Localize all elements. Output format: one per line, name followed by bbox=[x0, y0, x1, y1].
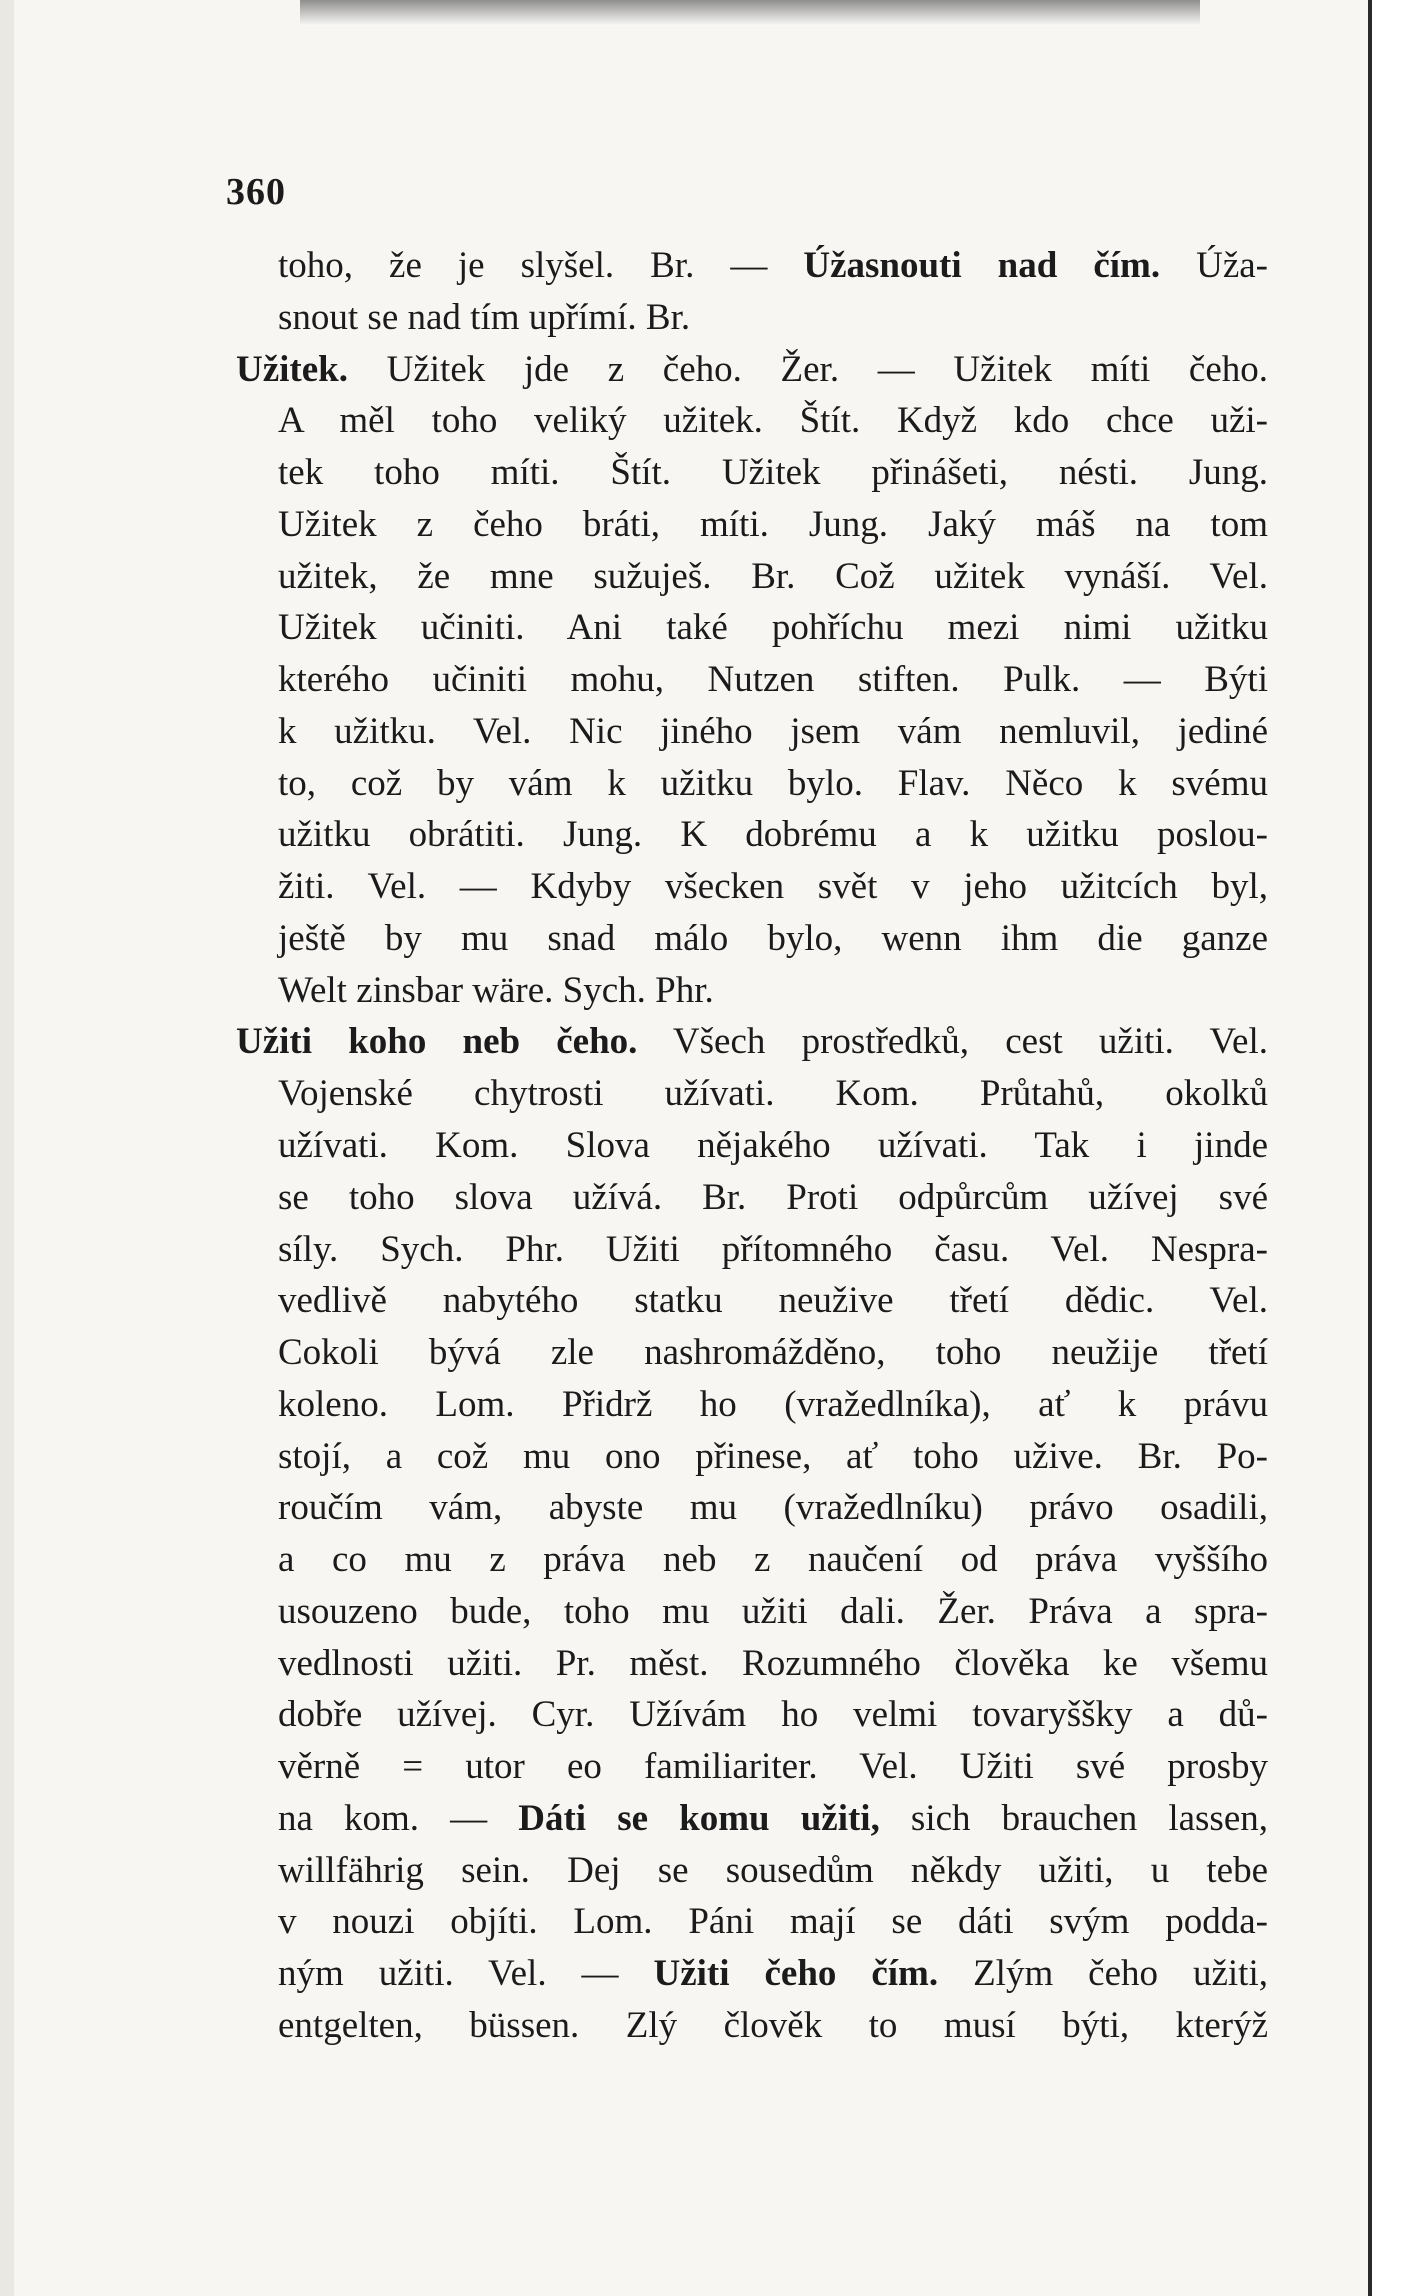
text-line bbox=[278, 292, 1268, 344]
text-line bbox=[278, 240, 1268, 292]
text-line bbox=[278, 447, 1268, 499]
text-run: dobře užívej. Cyr. Užívám ho velmi tovaryššky a dů- bbox=[278, 1694, 1268, 1736]
text-line bbox=[278, 551, 1268, 603]
text-line bbox=[278, 809, 1268, 861]
text-line bbox=[278, 965, 1268, 1017]
text-line bbox=[236, 344, 1268, 396]
text-line bbox=[278, 2000, 1268, 2052]
text-line bbox=[278, 1586, 1268, 1638]
text-run: ještě by mu snad málo bylo, wenn ihm die ganze bbox=[278, 917, 1268, 959]
text-line bbox=[278, 1379, 1268, 1431]
text-run: v nouzi objíti. Lom. Páni mají se dáti svým podda- bbox=[278, 1901, 1268, 1943]
headword: Užitek. bbox=[236, 348, 348, 390]
headword: Dáti se komu užiti, bbox=[518, 1797, 880, 1839]
headword: Užiti koho neb čeho. bbox=[236, 1021, 638, 1063]
text-run: vedlnosti užiti. Pr. měst. Rozumného člověka ke všemu bbox=[278, 1642, 1268, 1684]
text-run: užitek, že mne sužuješ. Br. Což užitek vynáší. Vel. bbox=[278, 555, 1268, 597]
text-run: Welt zinsbar wäre. Sych. Phr. bbox=[278, 969, 714, 1011]
text-run: k užitku. Vel. Nic jiného jsem vám nemluvil, jediné bbox=[278, 710, 1268, 752]
text-run: Užitek z čeho bráti, míti. Jung. Jaký máš na tom bbox=[278, 503, 1268, 545]
text-run: síly. Sych. Phr. Užiti přítomného času. Vel. Nespra- bbox=[278, 1228, 1268, 1270]
text-run: stojí, a což mu ono přinese, ať toho užive. Br. Po- bbox=[278, 1435, 1268, 1477]
text-line bbox=[278, 1534, 1268, 1586]
text-run: na kom. — bbox=[278, 1797, 519, 1839]
text-line bbox=[278, 1689, 1268, 1741]
text-line bbox=[278, 1172, 1268, 1224]
text-line bbox=[278, 654, 1268, 706]
page-left-margin bbox=[0, 0, 14, 2296]
text-run: ným užiti. Vel. — bbox=[278, 1953, 654, 1995]
text-line bbox=[278, 1068, 1268, 1120]
text-run: koleno. Lom. Přidrž ho (vražedlníka), ať k právu bbox=[278, 1383, 1268, 1425]
text-line bbox=[278, 1327, 1268, 1379]
text-run: kterého učiniti mohu, Nutzen stiften. Pulk. — Býti bbox=[278, 659, 1268, 701]
text-line bbox=[278, 1482, 1268, 1534]
text-line bbox=[278, 1224, 1268, 1276]
text-line bbox=[278, 499, 1268, 551]
text-run: žiti. Vel. — Kdyby všecken svět v jeho užitcích byl, bbox=[278, 866, 1268, 908]
text-run: Zlým čeho užiti, bbox=[938, 1953, 1268, 1995]
text-run: užitku obrátiti. Jung. K dobrému a k užitku poslou- bbox=[278, 814, 1268, 856]
text-line bbox=[278, 1793, 1268, 1845]
text-run: Užitek učiniti. Ani také pohříchu mezi nimi užitku bbox=[278, 607, 1268, 649]
scan-right-margin bbox=[1372, 0, 1418, 2296]
text-run: užívati. Kom. Slova nějakého užívati. Tak i jinde bbox=[278, 1125, 1268, 1166]
text-run: toho, že je slyšel. Br. — bbox=[278, 245, 804, 286]
text-line bbox=[278, 1948, 1268, 2000]
text-run: snout se nad tím upřímí. Br. bbox=[278, 296, 691, 338]
text-line bbox=[278, 758, 1268, 810]
headword: Užiti čeho čím. bbox=[653, 1953, 939, 1995]
text-run: Vojenské chytrosti užívati. Kom. Průtahů, okolků bbox=[278, 1073, 1268, 1115]
text-line bbox=[278, 1638, 1268, 1690]
text-line bbox=[278, 395, 1268, 447]
text-run: roučím vám, abyste mu (vražedlníku) právo osadili, bbox=[278, 1487, 1268, 1529]
text-line bbox=[278, 602, 1268, 654]
text-line bbox=[278, 1275, 1268, 1327]
text-run: vedlivě nabytého statku neužive třetí dědic. Vel. bbox=[278, 1280, 1268, 1322]
text-line bbox=[278, 1120, 1268, 1172]
text-run: věrně = utor eo familiariter. Vel. Užiti své prosby bbox=[278, 1746, 1268, 1788]
text-run: se toho slova užívá. Br. Proti odpůrcům užívej své bbox=[278, 1176, 1268, 1218]
headword: Úžasnouti nad čím. bbox=[803, 245, 1161, 286]
text-line bbox=[278, 1896, 1268, 1948]
text-line bbox=[278, 861, 1268, 913]
text-run: Cokoli bývá zle nashromážděno, toho neužije třetí bbox=[278, 1332, 1268, 1374]
text-run: entgelten, büssen. Zlý člověk to musí býti, kterýž bbox=[278, 2005, 1268, 2046]
text-line bbox=[278, 1741, 1268, 1793]
text-run: a co mu z práva neb z naučení od práva vyššího bbox=[278, 1539, 1268, 1581]
text-run: sich brauchen lassen, bbox=[879, 1797, 1268, 1839]
scan-top-shadow bbox=[300, 0, 1200, 26]
text-run: willfährig sein. Dej se sousedům někdy užiti, u tebe bbox=[278, 1849, 1268, 1891]
text-run: Užitek jde z čeho. Žer. — Užitek míti čeho. bbox=[348, 348, 1268, 390]
text-run: A měl toho veliký užitek. Štít. Když kdo chce uži- bbox=[278, 400, 1268, 442]
text-run: Všech prostředků, cest užiti. Vel. bbox=[637, 1021, 1268, 1063]
text-line bbox=[236, 1016, 1268, 1068]
text-run: to, což by vám k užitku bylo. Flav. Něco k svému bbox=[278, 762, 1268, 804]
page-number: 360 bbox=[226, 171, 286, 213]
text-line bbox=[278, 913, 1268, 965]
text-line bbox=[278, 706, 1268, 758]
text-run: usouzeno bude, toho mu užiti dali. Žer. Práva a spra- bbox=[278, 1590, 1268, 1632]
text-line bbox=[278, 1845, 1268, 1897]
text-run: Úža- bbox=[1160, 245, 1269, 286]
text-line bbox=[278, 1431, 1268, 1483]
text-run: tek toho míti. Štít. Užitek přinášeti, nésti. Jung. bbox=[278, 452, 1268, 494]
